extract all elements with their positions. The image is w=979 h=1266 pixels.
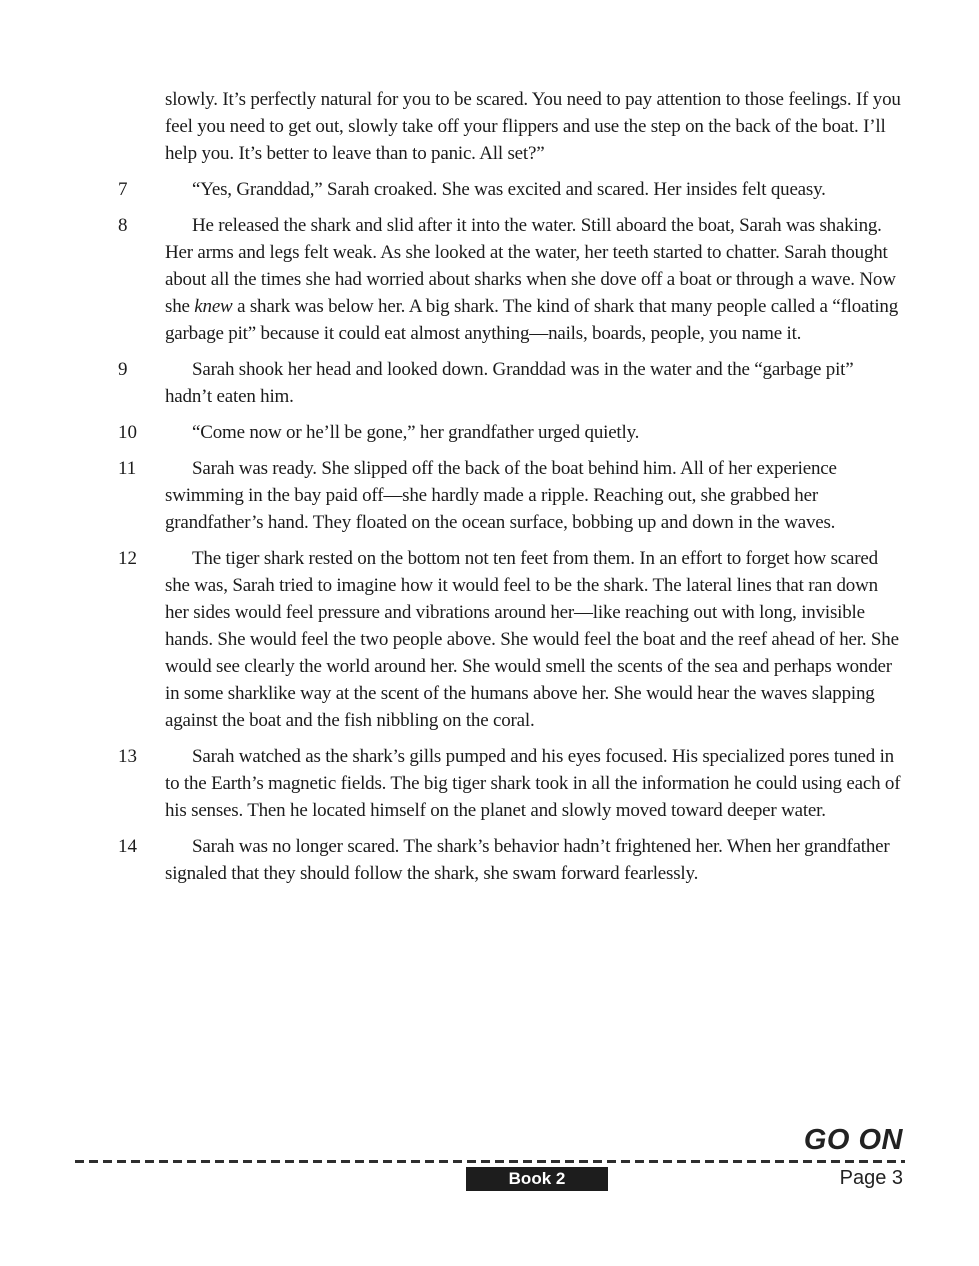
book-badge: Book 2	[466, 1167, 608, 1191]
paragraph-text: “Come now or he’ll be gone,” her grandfather urged quietly.	[192, 422, 640, 443]
paragraph-number: 8	[118, 215, 128, 236]
page-divider	[75, 1160, 905, 1163]
paragraph	[118, 419, 904, 446]
page-number: Page 3	[839, 1167, 903, 1189]
paragraph	[118, 356, 904, 410]
paragraph-text: Sarah shook her head and looked down. Granddad was in the water and the “garbage pit” hadn’t eaten him.	[165, 359, 854, 407]
paragraph-number: 14	[118, 836, 137, 857]
passage	[118, 86, 904, 896]
paragraph-number: 9	[118, 359, 128, 380]
paragraph	[118, 455, 904, 536]
paragraph-text: “Yes, Granddad,” Sarah croaked. She was excited and scared. Her insides felt queasy.	[192, 179, 826, 200]
paragraph-number: 12	[118, 548, 137, 569]
paragraph-number: 7	[118, 179, 128, 200]
paragraph-number: 13	[118, 746, 137, 767]
go-on-label: GO ON	[803, 1124, 903, 1156]
paragraph-number: 10	[118, 422, 137, 443]
paragraph-number: 11	[118, 458, 137, 479]
paragraph-number	[118, 86, 165, 167]
paragraph-text: He released the shark and slid after it into the water. Still aboard the boat, Sarah was shaking. Her arms and legs felt weak. As she looked at the water, her teeth started to chatter. Sarah thought about all the times she had worried about sharks when she dove off a boat or through a wave. Now she knew a shark was below her. A big shark. The kind of shark that many people called a “floating garbage pit” because it could eat almost anything—nails, boards, people, you name it.	[165, 215, 898, 344]
paragraph	[118, 743, 904, 824]
paragraph-text: Sarah was no longer scared. The shark’s behavior hadn’t frightened her. When her grandfather signaled that they should follow the shark, she swam forward fearlessly.	[165, 836, 890, 884]
paragraph	[118, 545, 904, 734]
paragraph-text: slowly. It’s perfectly natural for you to be scared. You need to pay attention to those feelings. If you feel you need to get out, slowly take off your flippers and use the step on the back of the boat. I’ll help you. It’s better to leave than to panic. All set?”	[165, 89, 901, 164]
paragraph-text: Sarah watched as the shark’s gills pumped and his eyes focused. His specialized pores tuned in to the Earth’s magnetic fields. The big tiger shark took in all the information he could using each of his senses. Then he located himself on the planet and slowly moved toward deeper water.	[165, 746, 901, 821]
paragraph	[118, 833, 904, 887]
paragraph	[118, 86, 904, 167]
paragraph-text: Sarah was ready. She slipped off the back of the boat behind him. All of her experience swimming in the bay paid off—she hardly made a ripple. Reaching out, she grabbed her grandfather’s hand. They floated on the ocean surface, bobbing up and down in the waves.	[165, 458, 837, 533]
paragraph	[118, 176, 904, 203]
paragraph	[118, 212, 904, 347]
paragraph-text: The tiger shark rested on the bottom not ten feet from them. In an effort to forget how scared she was, Sarah tried to imagine how it would feel to be the shark. The lateral lines that ran down her sides would feel pressure and vibrations around her—like reaching out with long, invisible hands. She would feel the two people above. She would feel the boat and the reef ahead of her. She would see clearly the world around her. She would smell the scents of the sea and perhaps wonder in some sharklike way at the scent of the humans above her. She would hear the waves slapping against the boat and the fish nibbling on the coral.	[165, 548, 899, 731]
